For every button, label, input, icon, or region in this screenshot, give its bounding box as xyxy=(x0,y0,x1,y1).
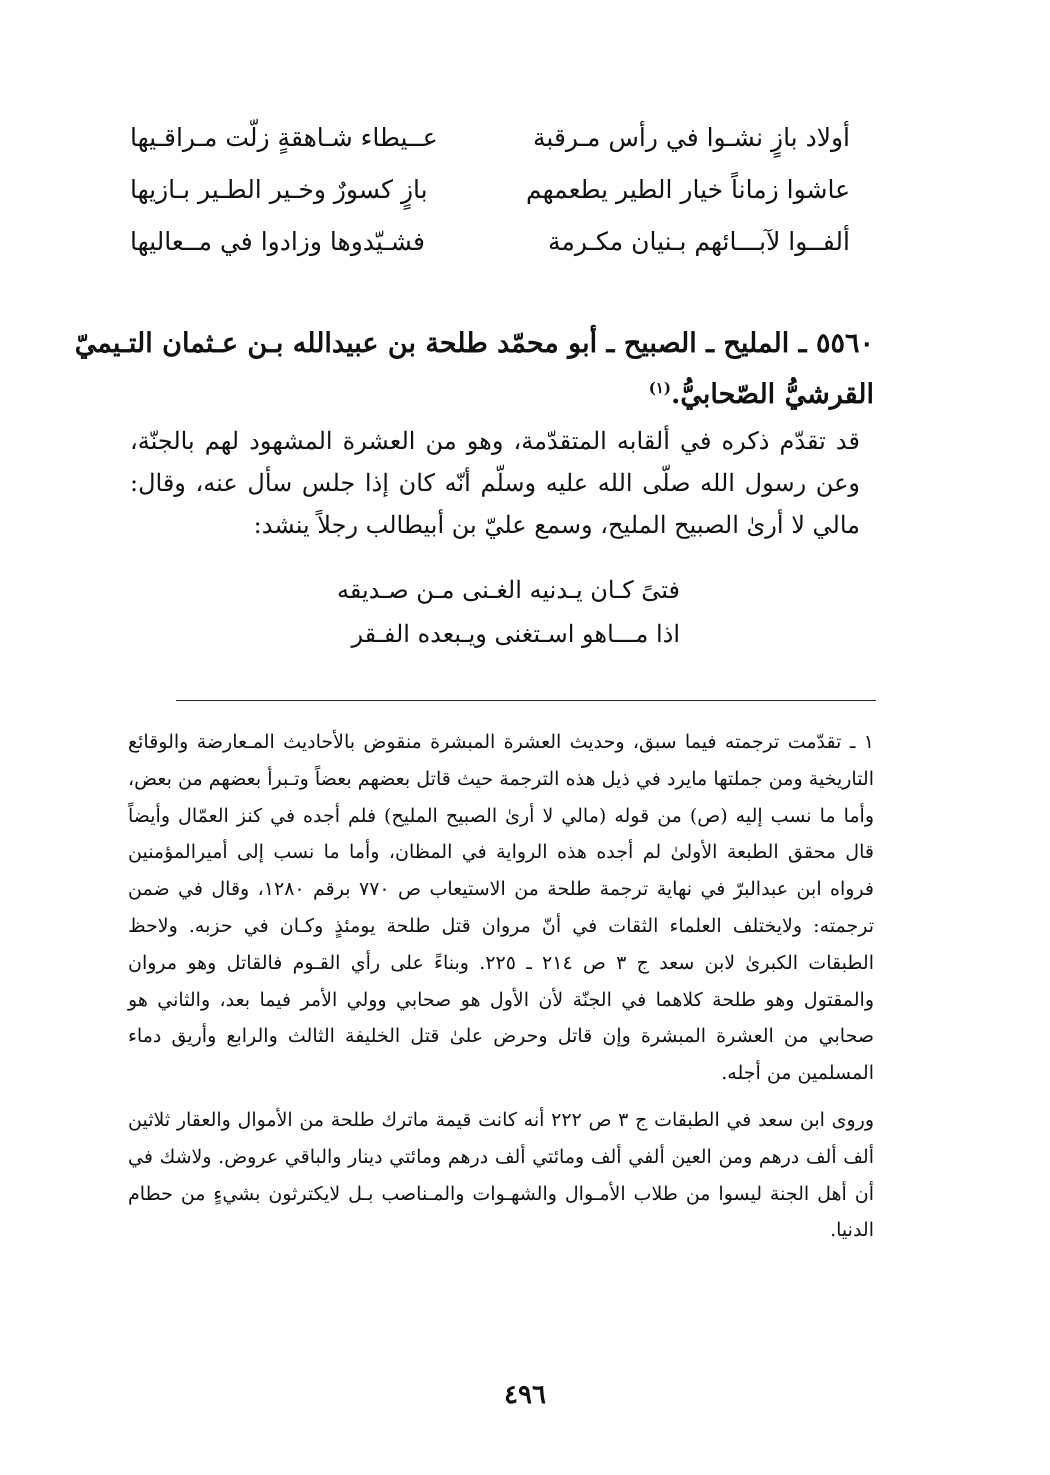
poem-first-hemistich: أولاد بازٍ نشـوا في رأس مـرقبة xyxy=(533,123,850,152)
footnotes xyxy=(128,724,874,1249)
footnote-paragraph: وروى ابن سعد في الطبقات ج ٣ ص ٢٢٢ أنه كانت قيمة ماترك طلحة من الأموال والعقار ثلاثين ألف ألف درهم ومن العين ألفي ألف ومائتي ألف درهم ومائتي دينار والباقي عروض. ولاشك في أن أهل الجنة ليسوا من طلاب الأمـوال والشهـوات والمـناصب بـل لايكترثون بشيءٍ من حطام الدنيا. xyxy=(128,1108,874,1242)
poem-second-hemistich: فشـيّدوها وزادوا في مــعاليها xyxy=(130,227,426,256)
quoted-verse xyxy=(320,568,680,656)
verse-line: اذا مـــاهو اسـتغنى ويـبعده الفـقر xyxy=(351,620,680,648)
poem-second-hemistich: بازٍ كسورٌ وخـير الطـير بـازيها xyxy=(130,175,428,204)
footnote-separator xyxy=(176,700,876,701)
poem-row xyxy=(130,112,850,164)
page-number: ٤٩٦ xyxy=(504,1380,546,1410)
entry-heading-line1: ٥٥٦٠ ـ المليح ـ الصبيح ـ أبو محمّد طلحة بن عبيدالله بـن عـثمان التـيميّ xyxy=(74,328,874,359)
entry-heading-line2-text: القرشيُّ الصّحابيُّ. xyxy=(670,379,874,410)
poem-row xyxy=(130,164,850,216)
poem-row xyxy=(130,216,850,268)
verse-line: فتىً كـان يـدنيه الغـنى مـن صـديقه xyxy=(336,576,680,604)
entry-body: قد تقدّم ذكره في ألقابه المتقدّمة، وهو من العشرة المشهود لهم بالجنّة، وعن رسول الله صلّى الله عليه وسلّم أنّه كان إذا جلس سأل عنه، وقال: مالي لا أرىٰ الصبيح المليح، وسمع عليّ بن أبيطالب رجلاً ينشد: xyxy=(130,427,860,539)
entry-heading xyxy=(74,322,874,417)
footnote-paragraph: ١ ـ تقدّمت ترجمته فيما سبق، وحديث العشرة المبشرة منقوض بالأحاديث المـعارضة والوقائع التاريخية ومن جملتها مايرد في ذيل هذه الترجمة حيث قاتل بعضهم بعضاً وتـبرأ بعضهم من بعض، وأما ما نسب إليه (ص) من قوله (مالي لا أرىٰ الصبيح المليح) فلم أجده في كنز العمّال وأيضاً قال محقق الطبعة الأولىٰ لم أجده هذه الرواية في المظان، وأما ما نسب إلى أميرالمؤمنين فرواه ابن عبدالبرّ في نهاية ترجمة طلحة من الاستيعاب ص ٧٧٠ برقم ١٢٨٠، وقال في ضمن ترجمته: ولايختلف العلماء الثقات في أنّ مروان قتل طلحة يومئذٍ وكـان في حزبه. ولاحظ الطبقات الكبرىٰ لابن سعد ج ٣ ص ٢١٤ ـ ٢٢٥. وبناءً على رأي القـوم فالقاتل وهو مروان والمقتول وهو طلحة كلاهما في الجنّة لأن الأول هو صحابي وولي الأمر فيما بعد، والثاني هو صحابي من العشرة المبشرة وإن قاتل وحرض علىٰ قتل الخليفة الثالث والرابع وأريق دماء المسلمين من أجله. xyxy=(128,731,874,1085)
footnote-reference: (١) xyxy=(648,379,671,397)
poem-first-hemistich: عاشوا زماناً خيار الطير يطعمهم xyxy=(525,175,850,204)
poem-second-hemistich: عــيطاء شـاهقةٍ زلّت مـراقـيها xyxy=(130,123,438,152)
entry-heading-line2 xyxy=(130,366,874,417)
poem-first-hemistich: ألفــوا لآبـــائهم بـنيان مكـرمة xyxy=(548,227,850,256)
poem-block xyxy=(130,112,850,268)
